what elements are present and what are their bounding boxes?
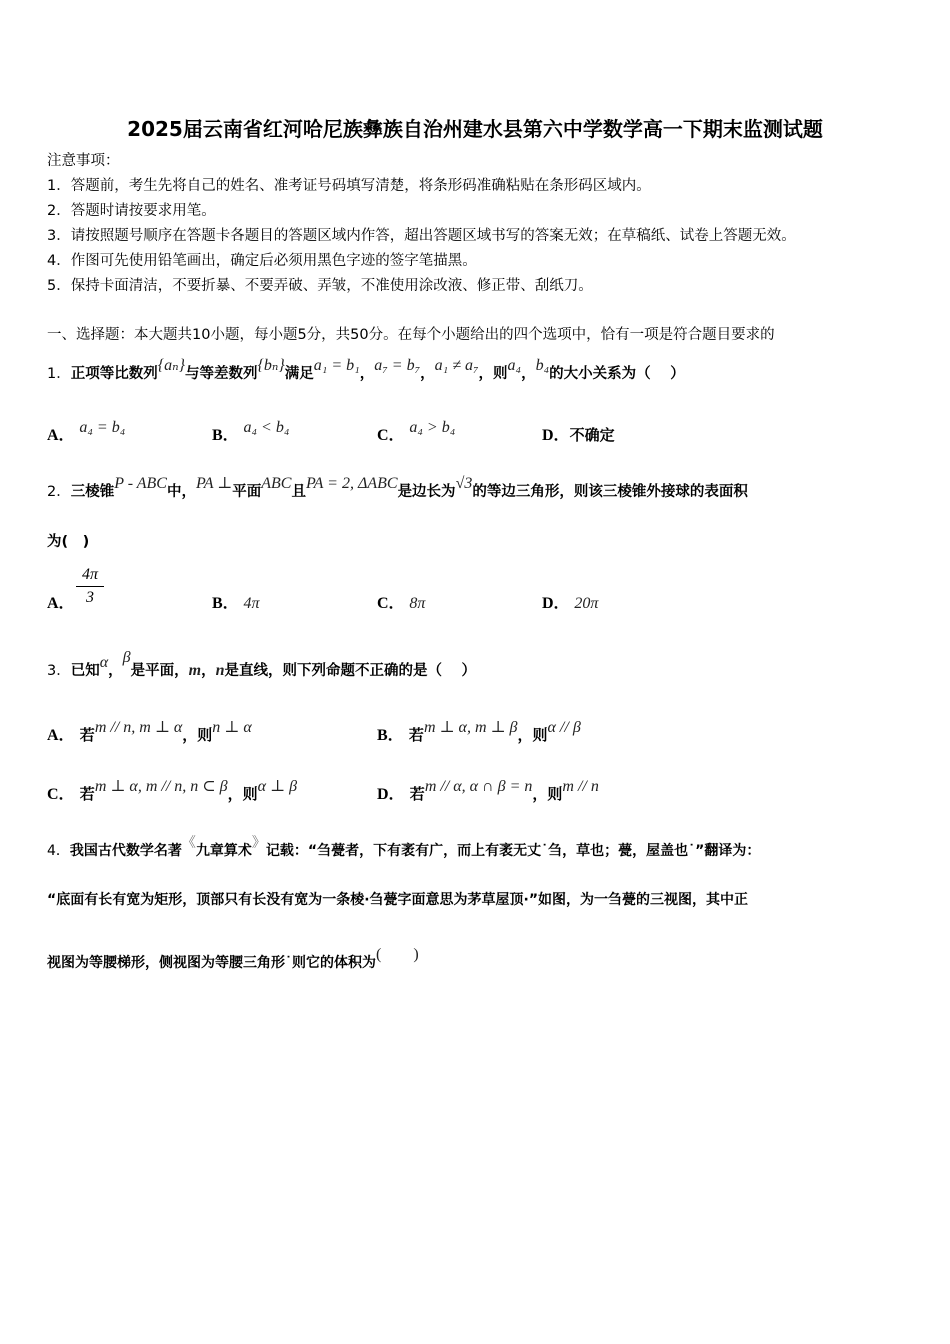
question-text: 满足 (284, 366, 314, 382)
option-c[interactable] (377, 419, 456, 445)
math-expr: {bₙ} (257, 357, 285, 374)
math-expr: m // n, m ⊥ α (94, 719, 183, 736)
option-d[interactable] (542, 590, 598, 613)
question-text: 九章算术 (195, 843, 252, 859)
question-3 (47, 649, 477, 681)
question-text: 视图为等腰梯形，侧视图为等腰三角形˙则它的体积为 (47, 955, 376, 971)
option-d[interactable] (542, 422, 615, 445)
fraction-denominator: 3 (86, 589, 94, 606)
section-heading: 一、选择题：本大题共10小题，每小题5分，共50分。在每个小题给出的四个选项中，恰有一项是符合题目要求的 (47, 327, 775, 343)
math-expr: a₁ = b₁ (313, 357, 360, 374)
option-text: 若 (409, 785, 425, 803)
option-letter: A． (47, 595, 75, 612)
option-letter: A． (47, 427, 75, 444)
question-text: ， (521, 366, 536, 382)
math-expr: a₄ = b₄ (79, 419, 126, 436)
answer-paren: ( ) (376, 946, 419, 963)
math-expr: m (188, 662, 202, 679)
fraction (76, 566, 104, 607)
option-text: ，则 (227, 785, 258, 803)
notice-item: 2．答题时请按要求用笔。 (47, 203, 216, 219)
question-text: 的等边三角形，则该三棱锥外接球的表面积 (472, 484, 748, 500)
fraction-bar (76, 586, 104, 587)
option-b[interactable] (212, 419, 290, 445)
question-number: 2． (47, 484, 71, 500)
math-expr: b₄ (535, 357, 550, 374)
notice-item: 3．请按照题号顺序在答题卡各题目的答题区域内作答，超出答题区域书写的答案无效；在草稿纸、试卷上答题无效。 (47, 228, 796, 244)
option-text: ，则 (182, 726, 213, 744)
notice-item: 1．答题前，考生先将自己的姓名、准考证号码填写清楚，将条形码准确粘贴在条形码区域内。 (47, 178, 651, 194)
option-letter: D． (377, 786, 405, 803)
book-bracket: 《 (181, 835, 196, 851)
notice-item: 4．作图可先使用铅笔画出，确定后必须用黑色字迹的签字笔描黑。 (47, 253, 477, 269)
question-text: ， (359, 366, 375, 382)
notice-heading: 注意事项： (47, 153, 120, 169)
option-a[interactable] (47, 419, 126, 445)
option-text: 若 (79, 785, 95, 803)
math-expr: n (215, 662, 225, 679)
option-letter: B． (377, 727, 404, 744)
math-expr: a₄ < b₄ (243, 419, 290, 436)
book-bracket: 》 (251, 835, 266, 851)
option-letter: A． (47, 727, 75, 744)
question-text: 三棱锥 (70, 484, 115, 500)
option-a[interactable] (47, 719, 252, 745)
page-title: 2025届云南省红河哈尼族彝族自治州建水县第六中学数学高一下期末监测试题 (127, 117, 823, 141)
fraction-numerator: 4π (81, 566, 98, 583)
math-expr: 4π (243, 595, 260, 612)
option-b[interactable] (377, 719, 581, 745)
question-text: ， (420, 366, 435, 382)
question-text: ， (108, 663, 123, 679)
question-text: 的大小关系为（ ） (549, 366, 685, 382)
math-expr: a₇ = b₇ (374, 357, 421, 374)
question-text: 平面 (232, 484, 262, 500)
math-expr: α ⊥ β (257, 778, 298, 795)
option-text: ，则 (517, 726, 548, 744)
option-letter: C． (47, 786, 75, 803)
question-text: 是边长为 (397, 484, 456, 500)
question-number: 1． (47, 366, 71, 382)
question-text: ，则 (478, 366, 508, 382)
math-expr: PA = 2, ΔABC (305, 475, 398, 492)
option-text: 若 (408, 726, 424, 744)
math-expr: a₄ (507, 357, 522, 374)
math-expr: 20π (574, 595, 599, 612)
question-text: 已知 (70, 663, 100, 679)
option-text: 若 (79, 726, 95, 744)
math-expr: a₄ > b₄ (409, 419, 456, 436)
question-text: 且 (291, 484, 306, 500)
math-expr: m ⊥ α, m ⊥ β (423, 719, 518, 736)
math-expr: 8π (409, 595, 426, 612)
question-text: 正项等比数列 (70, 366, 158, 382)
question-text: 是直线，则下列命题不正确的是（ ） (224, 663, 477, 679)
option-d[interactable] (377, 778, 599, 804)
question-4-line-3 (47, 946, 419, 973)
option-letter: C． (377, 595, 405, 612)
math-expr: PA ⊥ (195, 475, 233, 492)
math-expr: m // n (562, 778, 599, 795)
math-expr: β (122, 649, 131, 666)
option-a[interactable] (47, 590, 75, 613)
option-b[interactable] (212, 590, 259, 613)
math-expr: m ⊥ α, m // n, n ⊂ β (94, 778, 228, 795)
question-text: 记载：“刍甍者，下有袤有广，而上有袤无丈˙刍，草也；甍，屋盖也˙”翻译为： (265, 843, 761, 859)
math-expr: √3 (455, 475, 473, 492)
question-4 (47, 835, 761, 861)
math-expr: n ⊥ α (212, 719, 252, 736)
option-letter: D． (542, 427, 570, 444)
math-expr: α // β (547, 719, 581, 736)
question-text: 与等差数列 (185, 366, 258, 382)
question-4-line-2: “底面有长有宽为矩形，顶部只有长没有宽为一条棱·刍甍字面意思为茅草屋顶·”如图，为一刍甍的三视图，其中正 (47, 892, 749, 908)
math-expr: m // α, α ∩ β = n (424, 778, 533, 795)
option-letter: C． (377, 427, 405, 444)
question-text: 是平面， (130, 663, 189, 679)
math-expr: ABC (261, 475, 292, 492)
question-text: ， (201, 663, 216, 679)
question-2-continued: 为( ) (47, 534, 90, 550)
option-letter: B． (212, 427, 239, 444)
option-letter: B． (212, 595, 239, 612)
option-c[interactable] (47, 778, 298, 804)
question-text: 中， (166, 484, 196, 500)
question-number: 4． (47, 843, 70, 859)
math-expr: a₁ ≠ a₇ (434, 357, 479, 374)
math-expr: α (99, 654, 109, 671)
option-text: ，则 (532, 785, 563, 803)
question-1 (47, 357, 685, 384)
math-expr: {aₙ} (157, 357, 186, 374)
option-text: 不确定 (569, 426, 615, 444)
notice-item: 5．保持卡面清洁，不要折暴、不要弄破、弄皱，不准使用涂改液、修正带、刮纸刀。 (47, 278, 593, 294)
option-c[interactable] (377, 590, 425, 613)
math-expr: P - ABC (114, 475, 167, 492)
question-text: 我国古代数学名著 (69, 843, 182, 859)
question-number: 3． (47, 663, 71, 679)
option-letter: D． (542, 595, 570, 612)
question-2 (47, 475, 748, 502)
